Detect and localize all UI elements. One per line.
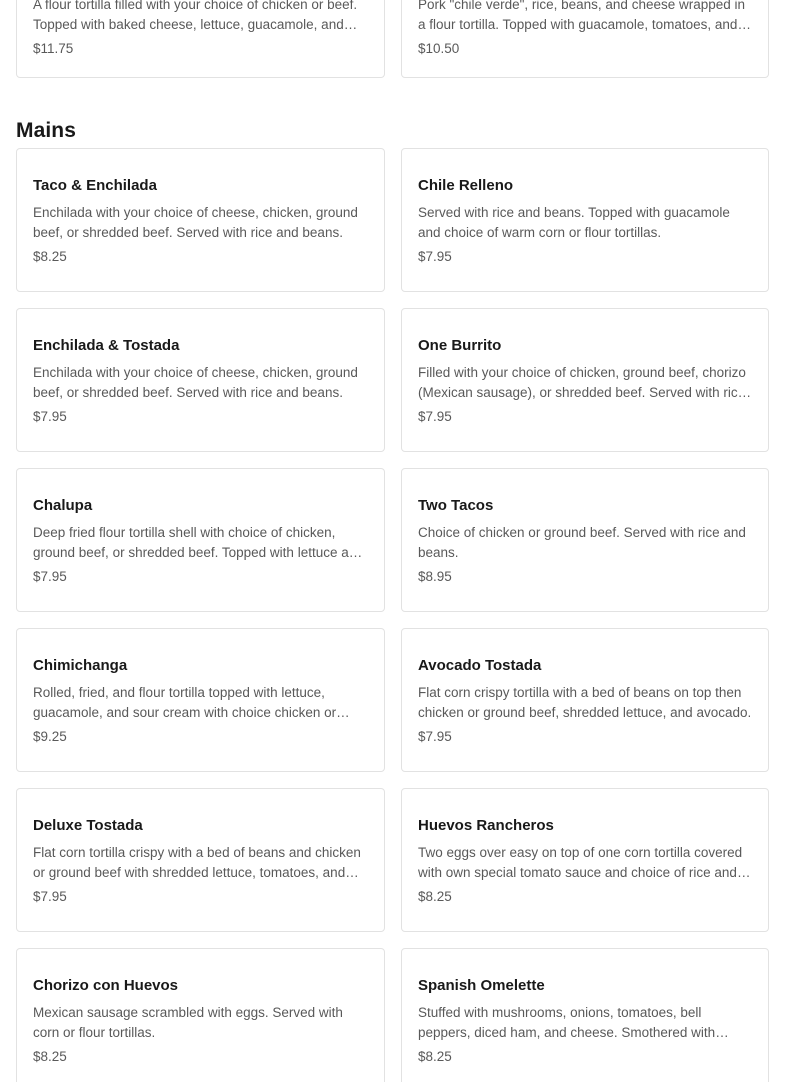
item-price: $8.95 — [418, 569, 452, 584]
item-price: $7.95 — [33, 889, 67, 904]
menu-item-card[interactable] — [401, 788, 769, 932]
item-name: Enchilada & Tostada — [33, 337, 180, 354]
menu-item-card[interactable] — [16, 0, 385, 78]
previous-section-grid — [16, 0, 769, 78]
item-name: Huevos Rancheros — [418, 817, 554, 834]
section-title-mains: Mains — [16, 119, 77, 142]
item-description: Flat corn tortilla crispy with a bed of beans and chicken or ground beef with shredded lettuce, tomatoes, and — [33, 845, 361, 880]
item-description: Enchilada with your choice of cheese, chicken, ground beef, or shredded beef. Served with rice and beans. — [33, 365, 358, 400]
menu-item-card[interactable] — [401, 0, 769, 78]
item-price: $9.25 — [33, 729, 67, 744]
mains-grid — [16, 148, 769, 1082]
menu-item-card[interactable] — [16, 308, 385, 452]
item-description: Choice of chicken or ground beef. Served with rice and beans. — [418, 525, 746, 560]
menu-item-card[interactable] — [401, 308, 769, 452]
item-price: $8.25 — [418, 889, 452, 904]
menu-item-card[interactable] — [16, 148, 385, 292]
menu-item-card[interactable] — [16, 788, 385, 932]
item-name: Avocado Tostada — [418, 657, 542, 674]
item-description: Deep fried flour tortilla shell with choice of chicken, ground beef, or shredded beef. Topped with lettuce and — [33, 525, 364, 560]
menu-item-card[interactable] — [401, 468, 769, 612]
item-name: Chile Relleno — [418, 177, 514, 194]
item-price: $7.95 — [418, 729, 452, 744]
item-name: Two Tacos — [418, 497, 494, 514]
item-description: Two eggs over easy on top of one corn tortilla covered with own special tomato sauce and choice of rice and — [418, 845, 743, 880]
menu-item-card[interactable] — [401, 628, 769, 772]
item-name: Deluxe Tostada — [33, 817, 143, 834]
item-description: Filled with your choice of chicken, ground beef, chorizo (Mexican sausage), or shredded beef. Served with rice — [418, 365, 746, 400]
item-price: $10.50 — [418, 41, 460, 56]
item-price: $7.95 — [33, 569, 67, 584]
item-price: $7.95 — [418, 409, 452, 424]
item-description: A flour tortilla filled with your choice of chicken or beef. Topped with baked cheese, lettuce, guacamole, and — [33, 0, 358, 32]
item-description: Rolled, fried, and flour tortilla topped with lettuce, guacamole, and sour cream with choice chicken or — [33, 685, 337, 720]
item-name: Chalupa — [33, 497, 93, 514]
item-description: Mexican sausage scrambled with eggs. Served with corn or flour tortillas. — [33, 1005, 343, 1040]
item-price: $8.25 — [33, 249, 67, 264]
item-description: Enchilada with your choice of cheese, chicken, ground beef, or shredded beef. Served with rice and beans. — [33, 205, 358, 240]
menu-item-card[interactable] — [16, 468, 385, 612]
item-price: $8.25 — [33, 1049, 67, 1064]
item-price: $11.75 — [33, 41, 74, 56]
item-name: Chorizo con Huevos — [33, 977, 179, 994]
menu-item-card[interactable] — [16, 948, 385, 1082]
item-price: $7.95 — [33, 409, 67, 424]
menu-item-card[interactable] — [16, 628, 385, 772]
item-name: Taco & Enchilada — [33, 177, 157, 194]
item-price: $7.95 — [418, 249, 452, 264]
item-name: One Burrito — [418, 337, 502, 354]
menu-item-card[interactable] — [401, 948, 769, 1082]
item-name: Chimichanga — [33, 657, 128, 674]
item-description: Stuffed with mushrooms, onions, tomatoes, bell peppers, diced ham, and cheese. Smothered with — [418, 1005, 716, 1040]
item-description: Served with rice and beans. Topped with guacamole and choice of warm corn or flour tortillas. — [418, 205, 730, 240]
item-price: $8.25 — [418, 1049, 452, 1064]
item-description: Pork "chile verde", rice, beans, and cheese wrapped in a flour tortilla. Topped with guacamole, tomatoes, and — [418, 0, 746, 32]
item-description: Flat corn crispy tortilla with a bed of beans on top then chicken or ground beef, shredded lettuce, and avocado. — [418, 685, 752, 720]
menu-item-card[interactable] — [401, 148, 769, 292]
item-name: Spanish Omelette — [418, 977, 545, 994]
